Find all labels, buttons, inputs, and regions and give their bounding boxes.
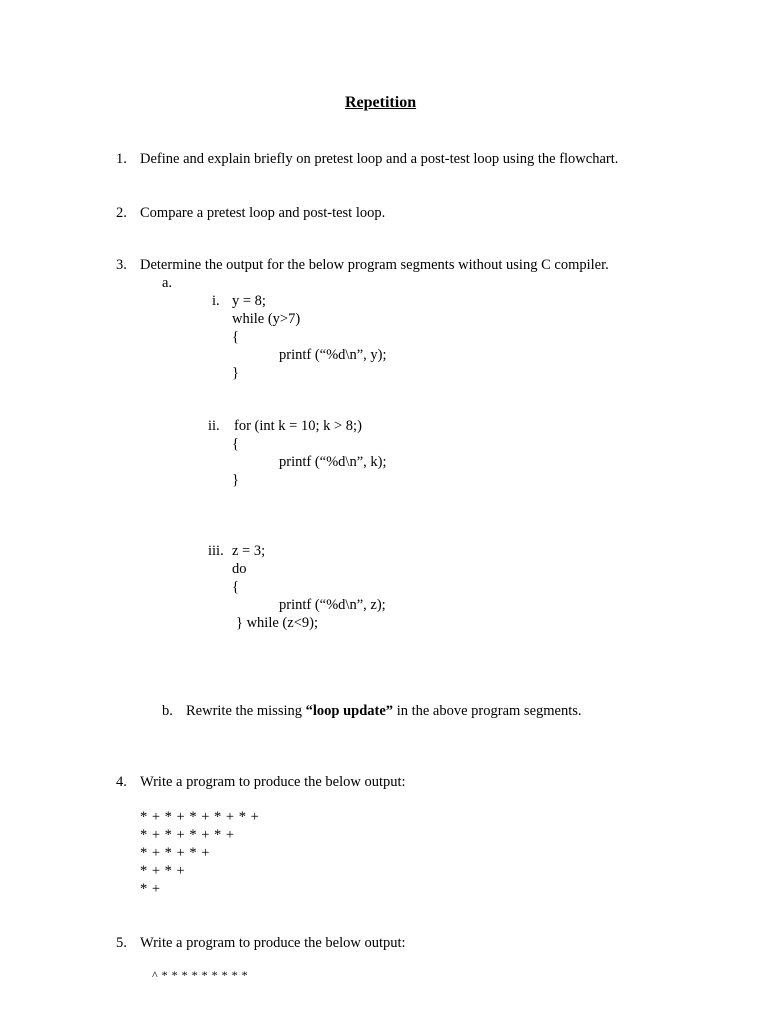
question-3b-label: b. bbox=[162, 703, 173, 719]
question-3-number: 3. bbox=[116, 257, 127, 273]
question-2-text: Compare a pretest loop and post-test loop. bbox=[140, 205, 386, 221]
segment-ii-line-3: printf (“%d\n”, k); bbox=[279, 454, 387, 470]
segment-i-line-2: while (y>7) bbox=[232, 311, 301, 327]
question-3b-text-bold: “loop update” bbox=[305, 703, 394, 719]
segment-i-label: i. bbox=[212, 293, 220, 309]
question-3b-text-pre: Rewrite the missing bbox=[186, 703, 306, 719]
question-1-number: 1. bbox=[116, 151, 127, 167]
segment-iii-line-1: z = 3; bbox=[232, 543, 266, 559]
segment-iii-line-4: printf (“%d\n”, z); bbox=[279, 597, 386, 613]
page-title: Repetition bbox=[345, 94, 417, 111]
question-3b-text-post: in the above program segments. bbox=[393, 703, 582, 719]
question-5-number: 5. bbox=[116, 935, 127, 951]
question-4-output-line-2: * + * + * + * + bbox=[140, 827, 235, 843]
question-2-number: 2. bbox=[116, 205, 127, 221]
question-4-text: Write a program to produce the below output: bbox=[140, 774, 406, 790]
question-3b-text bbox=[186, 702, 582, 720]
segment-ii-line-2: { bbox=[232, 436, 239, 452]
segment-iii-line-2: do bbox=[232, 561, 247, 577]
question-4-output-line-4: * + * + bbox=[140, 863, 186, 879]
segment-ii-line-4: } bbox=[232, 472, 239, 488]
question-4-number: 4. bbox=[116, 774, 127, 790]
question-5-output-line-1: ^ * * * * * * * * * bbox=[152, 968, 249, 982]
segment-iii-line-3: { bbox=[232, 579, 239, 595]
segment-i-line-3: { bbox=[232, 329, 239, 345]
segment-iii-line-5: } while (z<9); bbox=[236, 615, 318, 631]
question-4-output-line-5: * + bbox=[140, 881, 161, 897]
question-4-output-line-1: * + * + * + * + * + bbox=[140, 809, 260, 825]
segment-i-line-1: y = 8; bbox=[232, 293, 266, 309]
question-1-text: Define and explain briefly on pretest loop and a post-test loop using the flowchart. bbox=[140, 151, 619, 167]
question-3a-label: a. bbox=[162, 275, 173, 291]
question-5-text: Write a program to produce the below output: bbox=[140, 935, 406, 951]
question-4-output-line-3: * + * + * + bbox=[140, 845, 210, 861]
segment-iii-label: iii. bbox=[208, 543, 224, 559]
segment-i-line-5: } bbox=[232, 365, 239, 381]
segment-ii-line-1: for (int k = 10; k > 8;) bbox=[234, 418, 362, 434]
question-3-text: Determine the output for the below program segments without using C compiler. bbox=[140, 257, 609, 273]
segment-i-line-4: printf (“%d\n”, y); bbox=[279, 347, 387, 363]
segment-ii-label: ii. bbox=[208, 418, 220, 434]
